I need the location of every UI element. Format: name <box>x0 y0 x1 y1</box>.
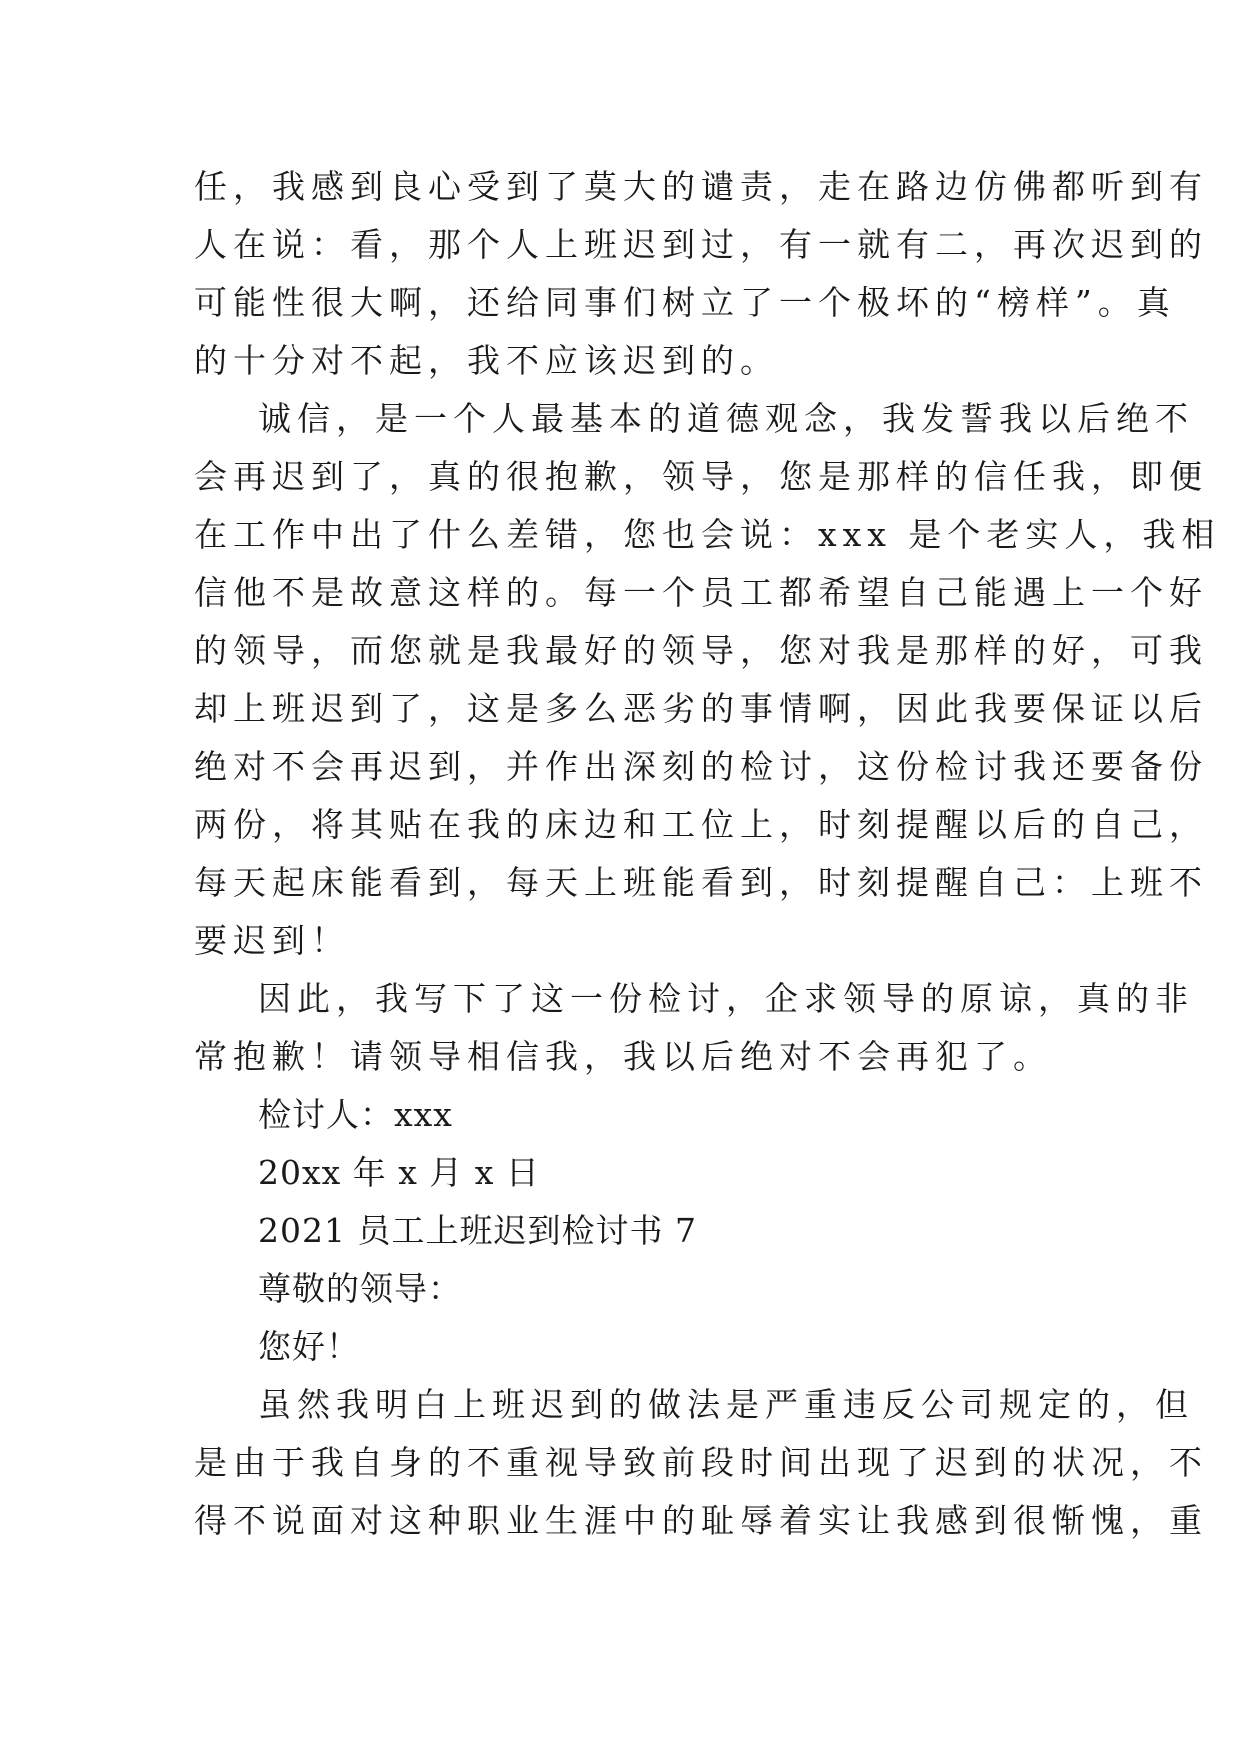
text-line: 会再迟到了，真的很抱歉，领导，您是那样的信任我，即便 <box>194 457 1208 496</box>
text-line: 却上班迟到了，这是多么恶劣的事情啊，因此我要保证以后 <box>194 689 1208 728</box>
text-line: 可能性很大啊，还给同事们树立了一个极坏的“榜样”。真 <box>194 283 1176 322</box>
paragraph-start-line: 虽然我明白上班迟到的做法是严重违反公司规定的，但 <box>258 1385 1194 1424</box>
paragraph-start-line: 因此，我写下了这一份检讨，企求领导的原谅，真的非 <box>258 979 1194 1018</box>
text-line: 任，我感到良心受到了莫大的谴责，走在路边仿佛都听到有 <box>194 167 1208 206</box>
greeting-line: 您好！ <box>258 1327 360 1366</box>
text-line: 的十分对不起，我不应该迟到的。 <box>194 341 779 380</box>
salutation-line: 尊敬的领导： <box>258 1269 462 1308</box>
date-line: 20xx 年 x 月 x 日 <box>258 1153 540 1192</box>
text-line: 人在说：看，那个人上班迟到过，有一就有二，再次迟到的 <box>194 225 1208 264</box>
text-line: 两份，将其贴在我的床边和工位上，时刻提醒以后的自己， <box>194 805 1208 844</box>
text-line: 得不说面对这种职业生涯中的耻辱着实让我感到很惭愧，重 <box>194 1501 1208 1540</box>
text-line: 信他不是故意这样的。每一个员工都希望自己能遇上一个好 <box>194 573 1208 612</box>
text-line: 在工作中出了什么差错，您也会说：xxx 是个老实人，我相 <box>194 515 1221 554</box>
paragraph-start-line: 诚信，是一个人最基本的道德观念，我发誓我以后绝不 <box>258 399 1194 438</box>
section-title: 2021 员工上班迟到检讨书 7 <box>258 1211 697 1250</box>
text-line: 的领导，而您就是我最好的领导，您对我是那样的好，可我 <box>194 631 1208 670</box>
text-line: 要迟到！ <box>194 921 350 960</box>
text-line: 是由于我自身的不重视导致前段时间出现了迟到的状况，不 <box>194 1443 1208 1482</box>
text-line: 绝对不会再迟到，并作出深刻的检讨，这份检讨我还要备份 <box>194 747 1208 786</box>
text-line: 每天起床能看到，每天上班能看到，时刻提醒自己：上班不 <box>194 863 1208 902</box>
signer-line: 检讨人：xxx <box>258 1095 453 1134</box>
text-line: 常抱歉！请领导相信我，我以后绝对不会再犯了。 <box>194 1037 1052 1076</box>
